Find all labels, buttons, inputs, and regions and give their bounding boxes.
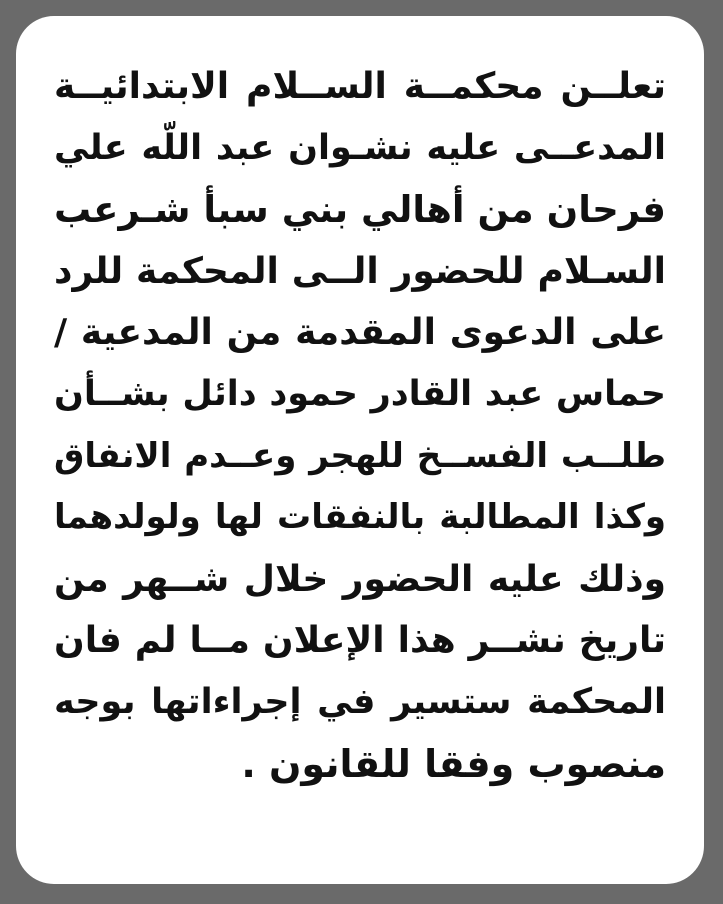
notice-line-last: منصوب وفقا للقانون . [241,741,666,786]
notice-line: تعلــن محكمــة الســلام الابتدائيــة [54,66,666,107]
notice-card [16,16,704,884]
notice-line: السـلام للحضور الــى المحكمة للرد [54,250,666,292]
notice-line: على الدعوى المقدمة من المدعية / [54,312,666,354]
notice-line: المحكمة ستسير في إجراءاتها بوجه [54,681,666,722]
notice-line: وكذا المطالبة بالنفقات لها ولولدهما [54,497,666,538]
notice-line: المدعــى عليه نشـوان عبد اللّه علي [54,127,666,168]
notice-line: تاريخ نشــر هذا الإعلان مــا لم فان [54,620,666,662]
notice-body [54,56,666,795]
notice-line: حماس عبد القادر حمود دائل بشــأن [54,373,666,414]
notice-line: فرحان من أهالي بني سبأ شـرعب [54,188,666,232]
notice-line: وذلك عليه الحضور خلال شــهر من [54,558,666,600]
notice-line: طلــب الفســخ للهجر وعــدم الانفاق [54,435,666,476]
